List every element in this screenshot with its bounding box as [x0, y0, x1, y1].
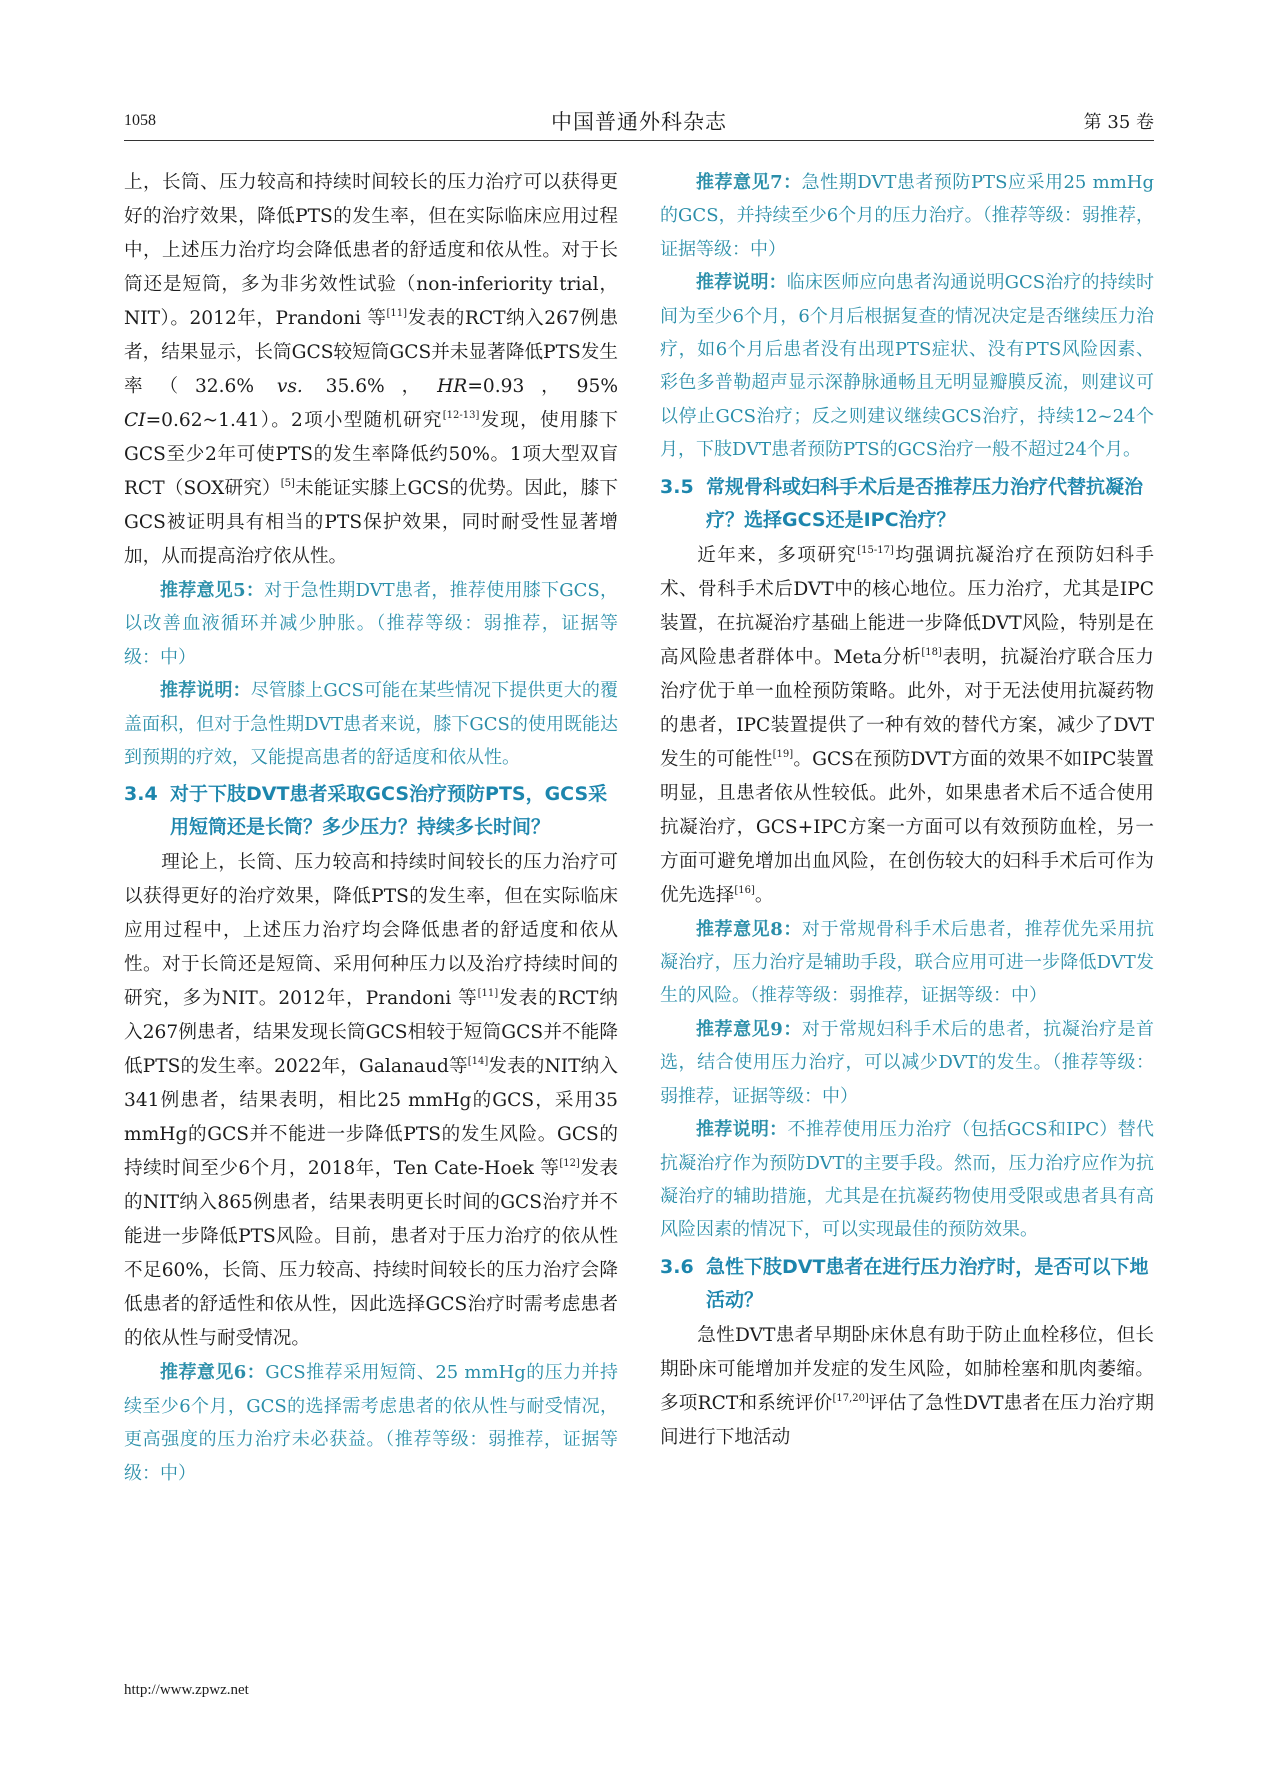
body-paragraph: 近年来，多项研究[15-17]均强调抗凝治疗在预防妇科手术、骨科手术后DVT中的核心地位。压力治疗，尤其是IPC装置，在抗凝治疗基础上能进一步降低DVT风险，特别是在高风险患者群体中。Meta分析[18]表明，抗凝治疗联合压力治疗优于单一血栓预防策略。此外，对于无法使用抗凝药物的患者，IPC装置提供了一种有效的替代方案，减少了DVT发生的可能性[19]。GCS在预防DVT方面的效果不如IPC装置明显，且患者依从性较低。此外，如果患者术后不适合使用抗凝治疗，GCS+IPC方案一方面可以有效预防血栓，另一方面可避免增加出血风险，在创伤较大的妇科手术后可作为优先选择[16]。 — [660, 544, 1154, 906]
recommendation-8: 推荐意见8：对于常规骨科手术后患者，推荐优先采用抗凝治疗，压力治疗是辅助手段，联合应用可进一步降低DVT发生的风险。（推荐等级：弱推荐，证据等级：中） — [660, 918, 1155, 1007]
volume-label: 第 35 卷 — [1083, 112, 1154, 133]
citation-ref[interactable]: [15-17] — [857, 544, 894, 556]
left-column — [124, 166, 618, 1490]
recommendation-9: 推荐意见9：对于常规妇科手术后的患者，抗凝治疗是首选，结合使用压力治疗，可以减少DVT的发生。（推荐等级：弱推荐，证据等级：中） — [660, 1018, 1155, 1107]
recommendation-note-7: 推荐说明：临床医师应向患者沟通说明GCS治疗的持续时间为至少6个月，6个月后根据复查的情况决定是否继续压力治疗，如6个月后患者没有出现PTS症状、没有PTS风险因素、彩色多普勒超声显示深静脉通畅且无明显瓣膜反流，则建议可以停止GCS治疗；反之则建议继续GCS治疗，持续12~24个月，下肢DVT患者预防PTS的GCS治疗一般不超过24个月。 — [660, 272, 1154, 461]
recommendation-note-5: 推荐说明：尽管膝上GCS可能在某些情况下提供更大的覆盖面积，但对于急性期DVT患者来说，膝下GCS的使用既能达到预期的疗效，又能提高患者的舒适度和依从性。 — [124, 680, 618, 769]
citation-ref[interactable]: [11] — [477, 988, 499, 1000]
recommendation-5: 推荐意见5：对于急性期DVT患者，推荐使用膝下GCS，以改善血液循环并减少肿胀。（推荐等级：弱推荐，证据等级：中） — [124, 580, 618, 668]
citation-ref[interactable]: [12] — [559, 1158, 580, 1170]
body-paragraph: 理论上，长筒、压力较高和持续时间较长的压力治疗可以获得更好的治疗效果，降低PTS的发生率，但在实际临床应用过程中，上述压力治疗均会降低患者的舒适度和依从性。对于长筒还是短筒、采用何种压力以及治疗持续时间的研究，多为NIT。2012年，Prandoni 等[11]发表的RCT纳入267例患者，结果发现长筒GCS相较于短筒GCS并不能降低PTS的发生率。2022年，Galanaud等[14]发表的NIT纳入341例患者，结果表明，相比25 mmHg的GCS，采用35 mmHg的GCS并不能进一步降低PTS的发生风险。GCS的持续时间至少6个月，2018年，Ten Cate-Hoek 等[12]发表的NIT纳入865例患者，结果表明更长时间的GCS治疗并不能进一步降低PTS风险。目前，患者对于压力治疗的依从性不足60%，长筒、压力较高、持续时间较长的压力治疗会降低患者的舒适性和依从性，因此选择GCS治疗时需考虑患者的依从性与耐受情况。 — [124, 852, 618, 1350]
citation-ref[interactable]: [11] — [386, 308, 408, 319]
recommendation-note-9: 推荐说明：不推荐使用压力治疗（包括GCS和IPC）替代抗凝治疗作为预防DVT的主要手段。然而，压力治疗应作为抗凝治疗的辅助措施，尤其是在抗凝药物使用受限或患者具有高风险因素的情况下，可以实现最佳的预防效果。 — [660, 1119, 1154, 1241]
running-header — [124, 104, 1154, 141]
page-number: 1058 — [124, 112, 156, 129]
section-heading-3-4: 3.4 对于下肢DVT患者采取GCS治疗预防PTS，GCS采用短筒还是长筒？多少压力？持续多长时间？ — [124, 783, 608, 839]
right-column — [660, 166, 1154, 1455]
section-heading-3-5: 3.5 常规骨科或妇科手术后是否推荐压力治疗代替抗凝治疗？选择GCS还是IPC治疗？ — [660, 475, 1144, 531]
recommendation-7: 推荐意见7：急性期DVT患者预防PTS应采用25 mmHg的GCS，并持续至少6个月的压力治疗。（推荐等级：弱推荐，证据等级：中） — [660, 172, 1154, 260]
body-paragraph: 上，长筒、压力较高和持续时间较长的压力治疗可以获得更好的治疗效果，降低PTS的发生率，但在实际临床应用过程中，上述压力治疗均会降低患者的舒适度和依从性。对于长筒还是短筒，多为非劣效性试验（non-inferiority trial，NIT）。2012年，Prandoni 等[11]发表的RCT纳入267例患者，结果显示，长筒GCS较短筒GCS并未显著降低PTS发生率（32.6% vs. 35.6%，HR=0.93，95% CI=0.62~1.41）。2项小型随机研究[12-13]发现，使用膝下GCS至少2年可使PTS的发生率降低约50%。1项大型双盲RCT（SOX研究）[5]未能证实膝上GCS的优势。因此，膝下GCS被证明具有相当的PTS保护效果，同时耐受性显著增加，从而提高治疗依从性。 — [124, 172, 619, 567]
body-paragraph: 急性DVT患者早期卧床休息有助于防止血栓移位，但长期卧床可能增加并发症的发生风险，如肺栓塞和肌肉萎缩。多项RCT和系统评价[17,20]评估了急性DVT患者在压力治疗期间进行下地活动 — [660, 1324, 1154, 1448]
recommendation-6: 推荐意见6：GCS推荐采用短筒、25 mmHg的压力并持续至少6个月，GCS的选择需考虑患者的依从性与耐受情况，更高强度的压力治疗未必获益。（推荐等级：弱推荐，证据等级：中） — [124, 1362, 618, 1484]
footer-url[interactable]: http://www.zpwz.net — [124, 1682, 249, 1698]
citation-ref[interactable]: [5] — [280, 478, 295, 489]
citation-ref[interactable]: [18] — [921, 646, 942, 658]
section-heading-3-6: 3.6 急性下肢DVT患者在进行压力治疗时，是否可以下地活动？ — [660, 1255, 1149, 1311]
citation-ref[interactable]: [17,20] — [832, 1392, 869, 1404]
citation-ref[interactable]: [19] — [772, 748, 794, 760]
citation-ref[interactable]: [16] — [734, 884, 755, 896]
citation-ref[interactable]: [14] — [467, 1056, 489, 1068]
journal-title: 中国普通外科杂志 — [551, 110, 727, 134]
citation-ref[interactable]: [12-13] — [442, 410, 480, 421]
